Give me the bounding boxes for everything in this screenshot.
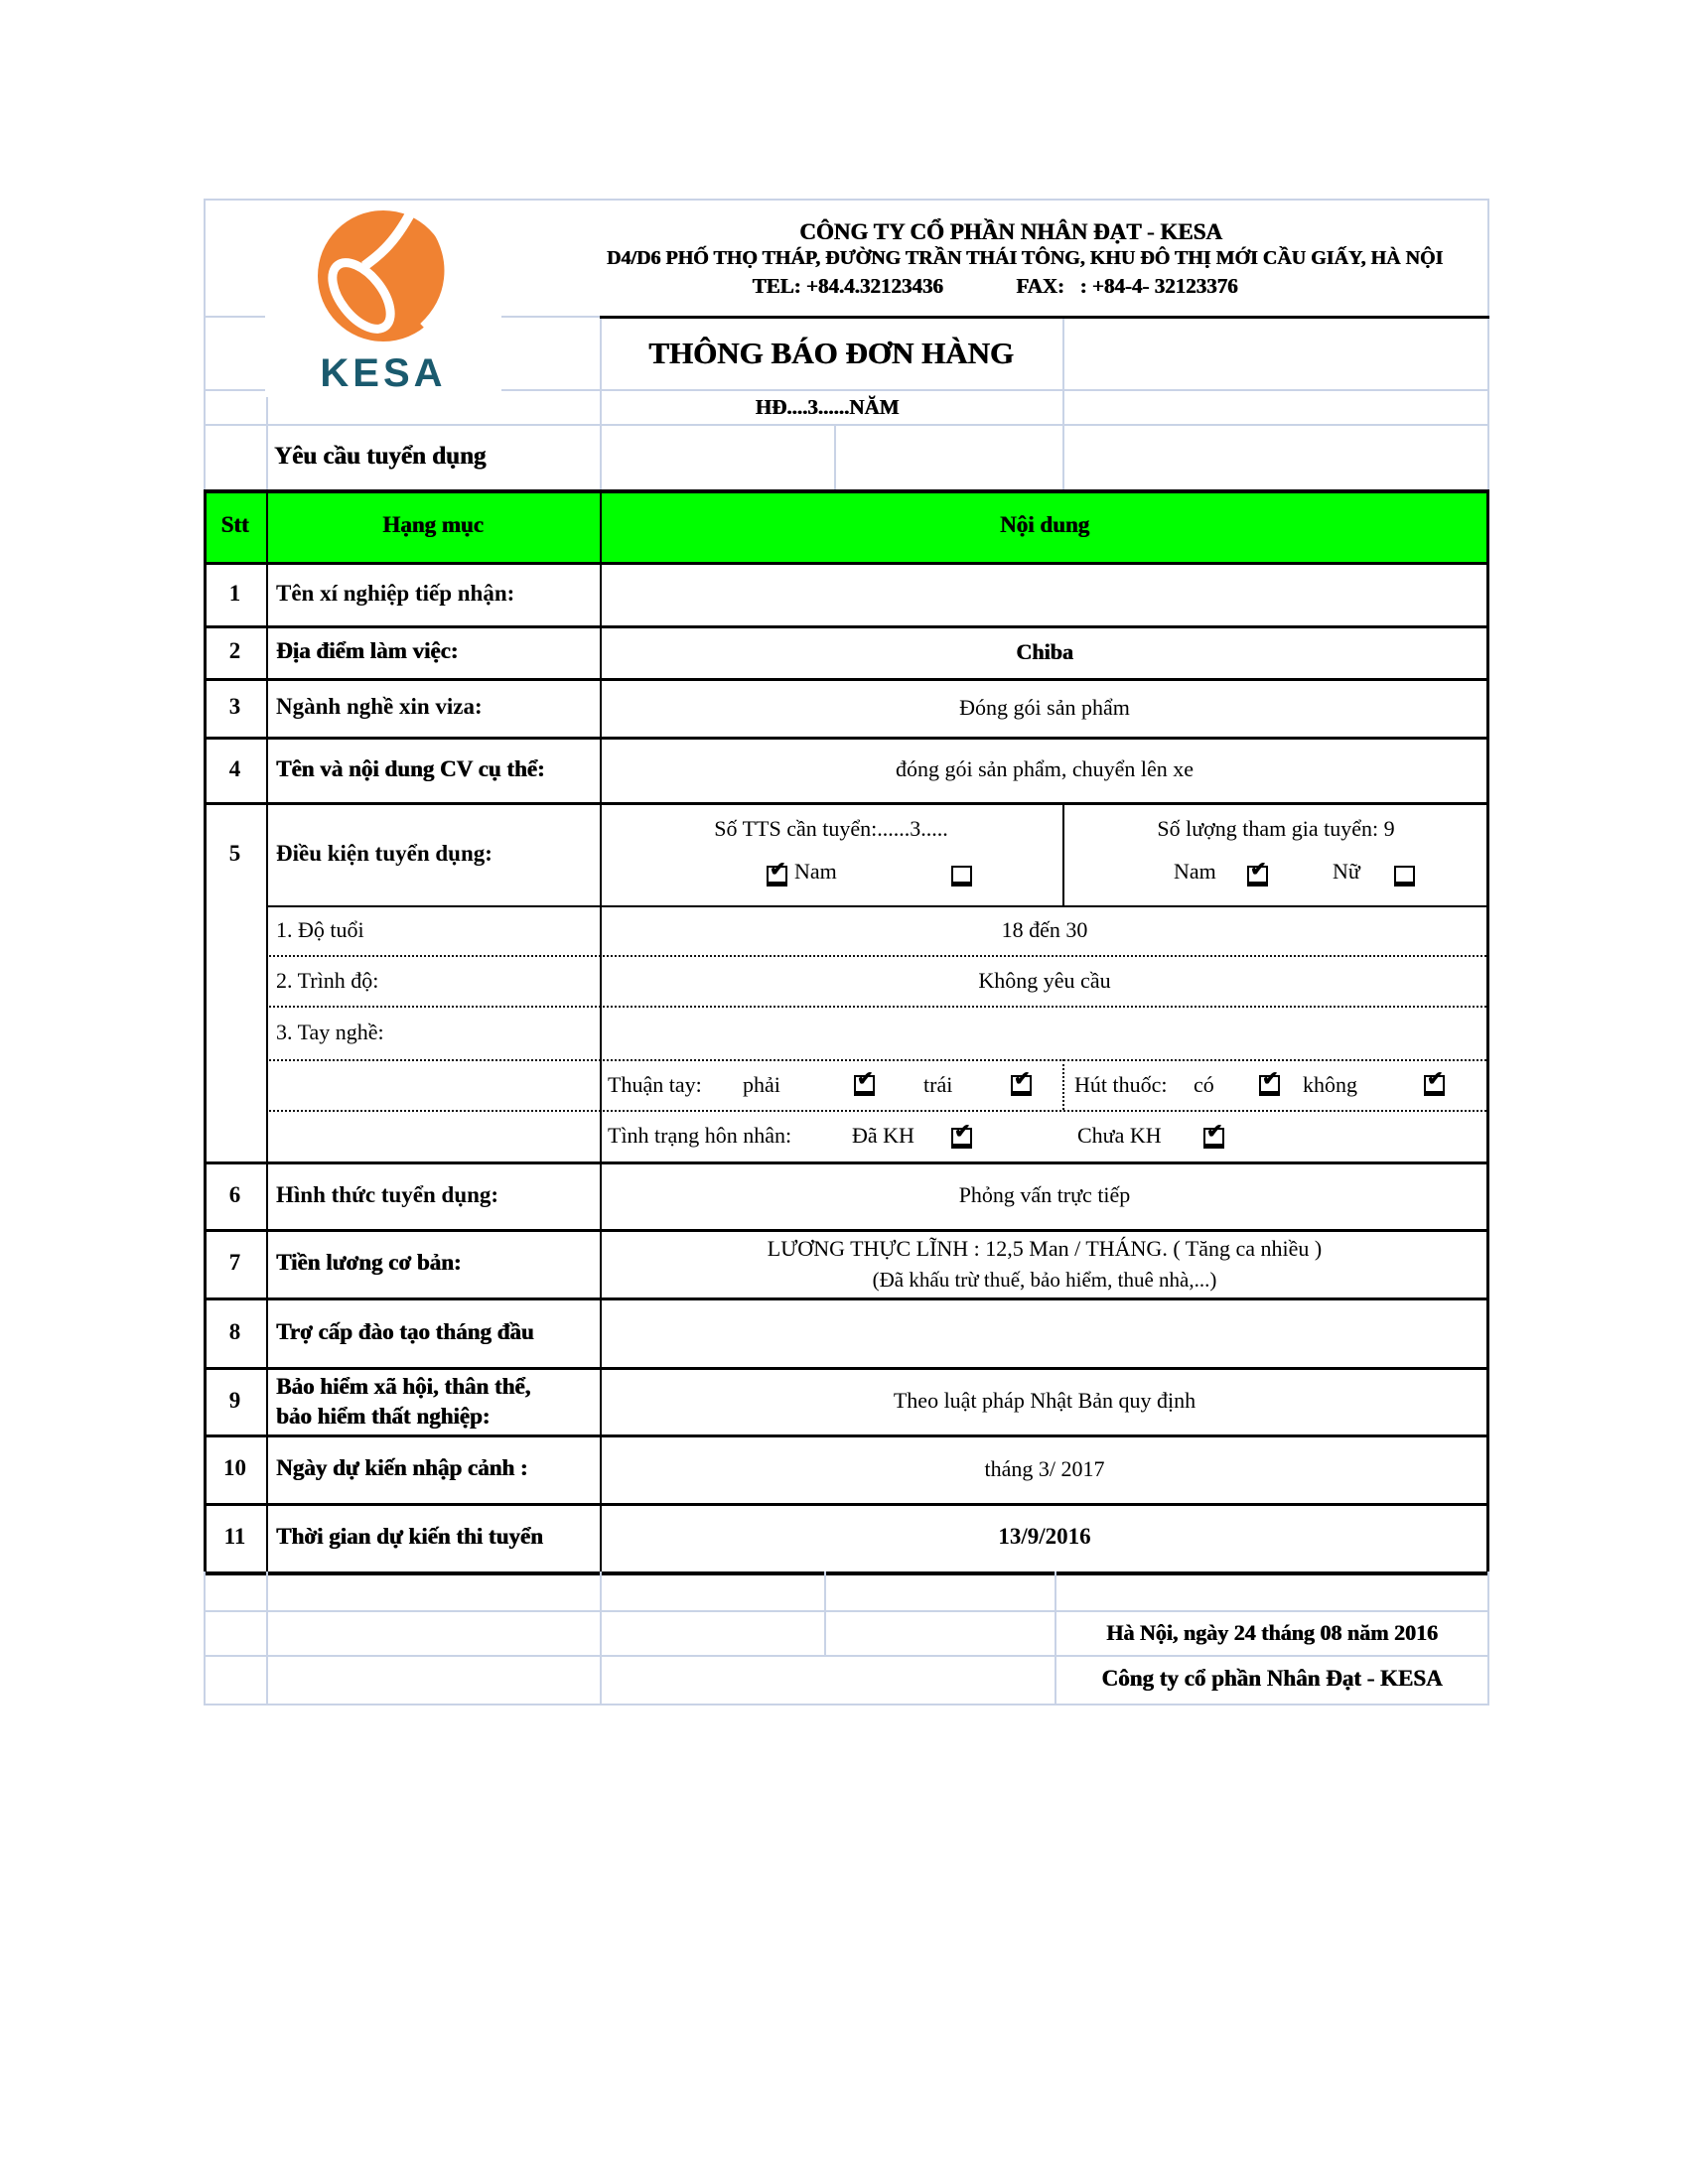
row6-value: Phỏng vấn trực tiếp [958,1182,1131,1208]
row5-number: 5 [228,840,241,866]
company-phone-fax: TEL: +84.4.32123436 FAX: : +84-4- 32123376 [752,273,1238,298]
subrow-edu-value: Không yêu cầu [978,967,1111,993]
row8-label: Trợ cấp đào tạo tháng đầu [276,1318,534,1344]
checkbox-tts-extra[interactable] [951,866,972,887]
row9-label-line2: bảo hiểm thất nghiệp: [276,1403,491,1429]
marital-label: Tình trạng hôn nhân: [608,1123,792,1149]
row4-value: đóng gói sản phẩm, chuyển lên xe [896,756,1194,782]
row4-label: Tên và nội dung CV cụ thể: [276,755,545,781]
company-name: CÔNG TY CỔ PHẦN NHÂN ĐẠT - KESA [799,218,1222,244]
border [204,1571,1489,1575]
row1-value [600,562,1489,625]
row3-number: 3 [228,694,241,720]
row9-label-line1: Bảo hiểm xã hội, thân thể, [276,1373,531,1399]
company-address: D4/D6 PHỐ THỌ THÁP, ĐƯỜNG TRẦN THÁI TÔNG, KHU ĐÔ THỊ MỚI CẦU GIẤY, HÀ NỘI [606,246,1444,269]
subrow-age-label: 1. Độ tuổi [276,917,364,943]
row9-number: 9 [228,1387,241,1413]
row10-label: Ngày dự kiến nhập cảnh : [276,1455,528,1481]
gridline [1062,316,1064,489]
row3-value: Đóng gói sản phẩm [959,694,1130,720]
row1-label: Tên xí nghiệp tiếp nhận: [276,580,515,606]
kesa-logo-icon [265,201,501,349]
page-title: THÔNG BÁO ĐƠN HÀNG [648,336,1014,371]
row5-tts-line: Số TTS cần tuyển:......3..... [714,816,948,842]
row5-tts-gender-label: Nam [794,859,837,885]
checkbox-smoke-yes[interactable] [1259,1075,1280,1096]
row11-number: 11 [223,1524,246,1550]
gridline [204,424,1489,426]
row6-number: 6 [228,1181,241,1207]
smoke-no-label: không [1303,1071,1357,1097]
row2-label: Địa điểm làm việc: [276,638,459,664]
gridline [204,1704,1489,1706]
footer-company-signature: Công ty cổ phần Nhân Đạt - KESA [1101,1666,1443,1692]
contract-number: HĐ....3......NĂM [755,394,900,419]
row5-qty-line: Số lượng tham gia tuyển: 9 [1157,816,1395,842]
row5-qty-male-label: Nam [1174,859,1216,885]
gridline [600,1571,602,1704]
gridline [824,1571,826,1655]
hand-label: Thuận tay: [608,1071,702,1097]
checkbox-single[interactable] [1203,1128,1224,1149]
marital-married-label: Đã KH [852,1123,914,1149]
row1-number: 1 [228,580,241,606]
row7-value-line1: LƯƠNG THỰC LĨNH : 12,5 Man / THÁNG. ( Tăng ca nhiều ) [767,1236,1323,1262]
col-header-content: Nội dung [999,512,1090,538]
row5-label: Điều kiện tuyển dụng: [276,840,492,866]
checkbox-married[interactable] [951,1128,972,1149]
checkbox-qty-nu[interactable] [1394,866,1415,887]
row2-value: Chiba [1016,638,1073,664]
checkbox-hand-right[interactable] [854,1075,875,1096]
smoke-label: Hút thuốc: [1074,1071,1168,1097]
gridline [834,424,836,489]
marital-single-label: Chưa KH [1077,1123,1162,1149]
checkbox-hand-left[interactable] [1011,1075,1032,1096]
checkbox-tts-nam[interactable] [767,866,787,887]
row8-value [600,1297,1489,1367]
company-logo [265,201,501,397]
row7-number: 7 [228,1250,241,1276]
border [204,489,1489,493]
row2-number: 2 [228,638,241,664]
col-header-category: Hạng mục [382,512,484,538]
row7-value-line2: (Đã khấu trừ thuế, bảo hiểm, thuê nhà,...) [872,1267,1217,1292]
title-top-rule [600,316,1489,319]
request-heading: Yêu cầu tuyển dụng [274,442,487,470]
logo-text: KESA [320,351,447,395]
row5-qty-female-label: Nữ [1333,859,1360,885]
smoke-yes-label: có [1194,1071,1214,1097]
subrow-age-value: 18 đến 30 [1001,917,1088,943]
hand-right-label: phải [743,1071,780,1097]
checkbox-smoke-no[interactable] [1424,1075,1445,1096]
row10-value: tháng 3/ 2017 [984,1455,1105,1481]
row8-number: 8 [228,1318,241,1344]
checkbox-qty-nam[interactable] [1247,866,1268,887]
footer-date: Hà Nội, ngày 24 tháng 08 năm 2016 [1106,1619,1438,1645]
gridline [266,391,268,489]
row4-number: 4 [228,755,241,781]
gridline [1487,199,1489,489]
row9-value: Theo luật pháp Nhật Bản quy định [893,1388,1196,1414]
subrow-skill-value [600,1006,1489,1059]
row7-label: Tiền lương cơ bản: [276,1250,462,1276]
gridline [266,1571,268,1704]
gridline [204,1571,206,1704]
subrow-edu-label: 2. Trình độ: [276,967,379,993]
row6-label: Hình thức tuyển dụng: [276,1181,499,1207]
row11-label: Thời gian dự kiến thi tuyển [276,1524,543,1550]
row11-value: 13/9/2016 [998,1524,1091,1550]
subrow-skill-label: 3. Tay nghề: [276,1020,384,1045]
hand-left-label: trái [923,1071,953,1097]
border [266,489,268,1571]
dotted-border [1062,1059,1064,1110]
row10-number: 10 [223,1455,246,1481]
gridline [204,199,206,489]
row3-label: Ngành nghề xin viza: [276,694,483,720]
col-header-stt: Stt [220,512,249,538]
